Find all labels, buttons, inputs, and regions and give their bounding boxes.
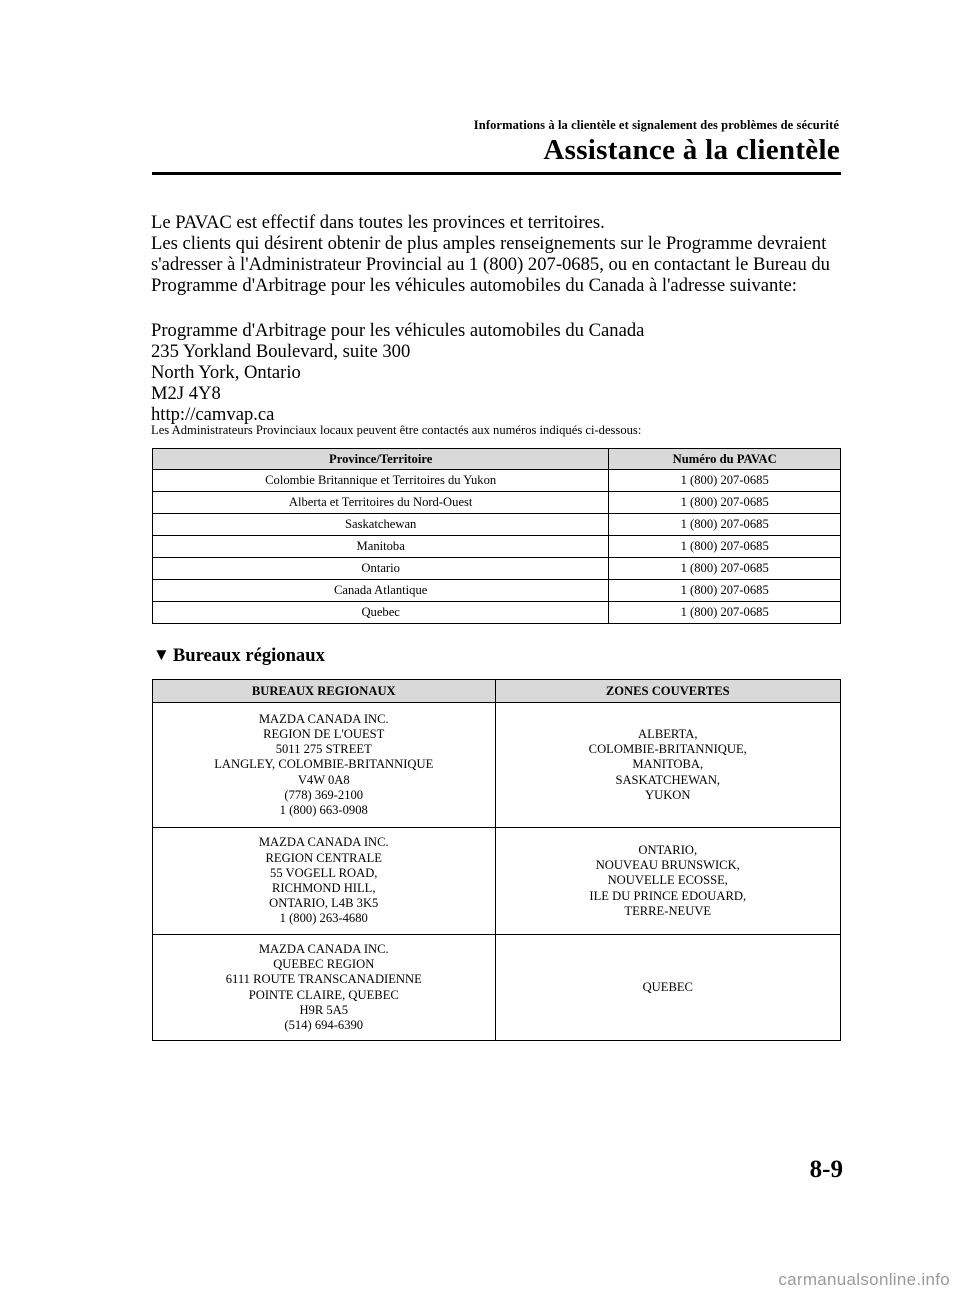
zone-line: NOUVELLE ECOSSE,: [607, 873, 728, 888]
regional-offices-table: [152, 679, 841, 1041]
camvap-address: [151, 320, 851, 425]
phone-cell: 1 (800) 207-0685: [609, 514, 841, 536]
office-cell: [153, 703, 496, 828]
table-row: [153, 703, 841, 828]
office-line: (778) 369-2100: [284, 787, 364, 802]
office-line: REGION CENTRALE: [265, 850, 382, 865]
chapter-subtitle: Informations à la clientèle et signalement des problèmes de sécurité: [473, 118, 839, 132]
zone-line: YUKON: [645, 787, 691, 802]
table-row: [153, 828, 841, 935]
column-header-province: Province/Territoire: [153, 449, 609, 470]
office-cell: [153, 828, 496, 935]
office-line: RICHMOND HILL,: [271, 881, 376, 895]
zone-line: COLOMBIE-BRITANNIQUE,: [588, 742, 747, 757]
office-line: MAZDA CANADA INC.: [258, 835, 389, 850]
address-line: North York, Ontario: [151, 362, 301, 383]
zones-cell: [495, 828, 840, 935]
province-cell: Saskatchewan: [153, 514, 609, 536]
zone-line: SASKATCHEWAN,: [615, 772, 721, 787]
page-number: 8-9: [809, 1156, 843, 1183]
office-line: QUEBEC REGION: [273, 957, 375, 972]
office-line: 6111 ROUTE TRANSCANADIENNE: [225, 972, 422, 987]
office-line: POINTE CLAIRE, QUEBEC: [248, 987, 399, 1002]
province-cell: Canada Atlantique: [153, 580, 609, 602]
intro-line: Le PAVAC est effectif dans toutes les provinces et territoires.: [151, 212, 605, 233]
phone-cell: 1 (800) 207-0685: [609, 470, 841, 492]
intro-line: Les clients qui désirent obtenir de plus amples renseignements sur le Programme devraient: [151, 233, 827, 254]
zone-line: ALBERTA,: [638, 726, 698, 741]
office-line: MAZDA CANADA INC.: [258, 941, 389, 956]
website-link[interactable]: http://camvap.ca: [151, 404, 275, 425]
zone-line: QUEBEC: [642, 979, 693, 994]
page-title: Assistance à la clientèle: [543, 134, 840, 166]
address-line: 235 Yorkland Boulevard, suite 300: [151, 341, 411, 362]
provinces-table: [152, 448, 841, 624]
table-intro-note: Les Administrateurs Provinciaux locaux peuvent être contactés aux numéros indiqués ci-dessous:: [151, 423, 642, 437]
phone-cell: 1 (800) 207-0685: [609, 536, 841, 558]
table-row: [153, 558, 841, 580]
office-line: REGION DE L'OUEST: [263, 726, 385, 741]
province-cell: Ontario: [153, 558, 609, 580]
table-header-row: [153, 449, 841, 470]
column-header-offices: BUREAUX REGIONAUX: [153, 680, 496, 703]
table-row: [153, 470, 841, 492]
address-line: Programme d'Arbitrage pour les véhicules automobiles du Canada: [151, 320, 645, 341]
office-line: 55 VOGELL ROAD,: [270, 865, 378, 880]
province-cell: Alberta et Territoires du Nord-Ouest: [153, 492, 609, 514]
column-header-zones: ZONES COUVERTES: [495, 680, 840, 703]
phone-cell: 1 (800) 207-0685: [609, 580, 841, 602]
zones-cell: [495, 935, 840, 1041]
section-heading-label: Bureaux régionaux: [172, 645, 325, 666]
phone-cell: 1 (800) 207-0685: [609, 602, 841, 624]
table-row: [153, 580, 841, 602]
intro-line: s'adresser à l'Administrateur Provincial au 1 (800) 207-0685, ou en contactant le Bureau du: [151, 254, 830, 275]
office-line: ONTARIO, L4B 3K5: [269, 896, 379, 911]
site-watermark[interactable]: carmanualsonline.info: [778, 1270, 950, 1289]
office-line: LANGLEY, COLOMBIE-BRITANNIQUE: [214, 757, 434, 772]
office-line: H9R 5A5: [299, 1002, 349, 1017]
zone-line: NOUVEAU BRUNSWICK,: [595, 858, 740, 873]
header-divider: [152, 172, 841, 175]
office-cell: [153, 935, 496, 1041]
column-header-number: Numéro du PAVAC: [609, 449, 841, 470]
intro-paragraph: [151, 212, 851, 296]
address-line: M2J 4Y8: [151, 383, 221, 404]
table-row: [153, 492, 841, 514]
zone-line: ILE DU PRINCE EDOUARD,: [589, 888, 747, 903]
triangle-down-icon: ▼: [153, 645, 170, 664]
province-cell: Colombie Britannique et Territoires du Yukon: [153, 470, 609, 492]
phone-cell: 1 (800) 207-0685: [609, 558, 841, 580]
table-header-row: [153, 680, 841, 703]
table-row: [153, 514, 841, 536]
office-line: 5011 275 STREET: [275, 742, 372, 757]
phone-cell: 1 (800) 207-0685: [609, 492, 841, 514]
zone-line: ONTARIO,: [638, 842, 698, 857]
office-line: (514) 694-6390: [284, 1017, 364, 1032]
zone-line: TERRE-NEUVE: [624, 903, 712, 918]
office-line: 1 (800) 263-4680: [279, 911, 368, 926]
table-row: [153, 935, 841, 1041]
office-line: MAZDA CANADA INC.: [258, 711, 389, 726]
intro-line: Programme d'Arbitrage pour les véhicules automobiles du Canada à l'adresse suivante:: [151, 275, 797, 296]
zone-line: MANITOBA,: [632, 757, 704, 772]
office-line: 1 (800) 663-0908: [279, 803, 368, 817]
section-heading: [153, 645, 325, 667]
province-cell: Manitoba: [153, 536, 609, 558]
province-cell: Quebec: [153, 602, 609, 624]
office-line: V4W 0A8: [297, 772, 350, 787]
zones-cell: [495, 703, 840, 828]
table-row: [153, 602, 841, 624]
table-row: [153, 536, 841, 558]
